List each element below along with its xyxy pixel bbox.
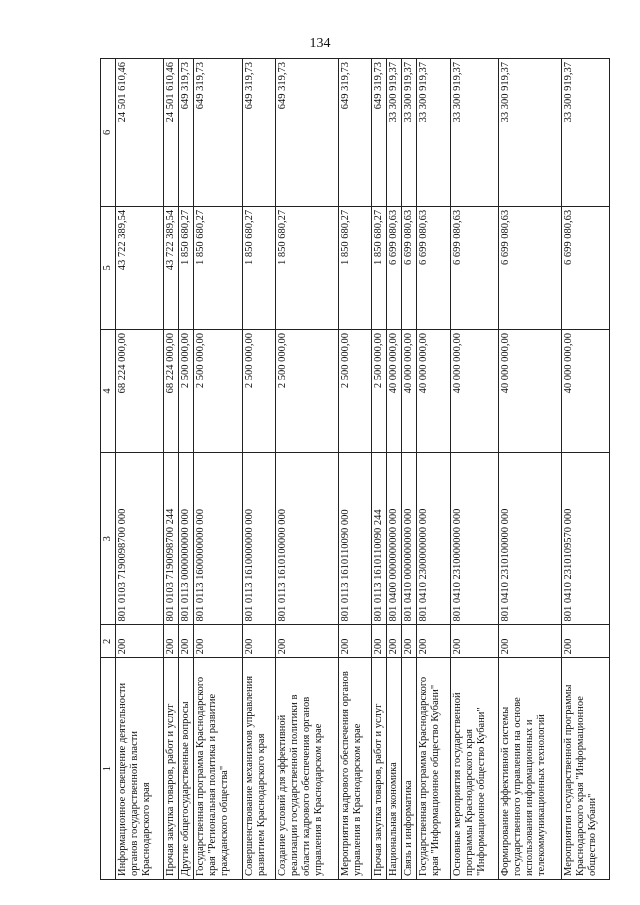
table-row: [402, 59, 417, 880]
row-executed-amount: 43 722 389,54: [164, 206, 179, 329]
row-remaining-amount: 33 300 919,37: [417, 59, 450, 207]
table-row: [561, 59, 609, 880]
table-row: [450, 59, 498, 880]
table-row: [498, 59, 561, 880]
row-executed-amount: 43 722 389,54: [116, 206, 164, 329]
row-approved-amount: 40 000 000,00: [402, 329, 417, 452]
row-admin-code: 200: [275, 625, 338, 658]
row-remaining-amount: 24 501 610,46: [164, 59, 179, 207]
row-description: Прочая закупка товаров, работ и услуг: [164, 658, 179, 880]
row-admin-code: 200: [450, 625, 498, 658]
row-approved-amount: 40 000 000,00: [498, 329, 561, 452]
row-approved-amount: 2 500 000,00: [338, 329, 371, 452]
row-budget-code: 801 0410 2310000000 000: [450, 453, 498, 625]
row-executed-amount: 6 699 080,63: [417, 206, 450, 329]
row-approved-amount: 2 500 000,00: [179, 329, 194, 452]
row-budget-code: 801 0113 1610000000 000: [242, 453, 275, 625]
table-row: [275, 59, 338, 880]
row-description: Совершенствование механизмов управления развитием Краснодарского края: [242, 658, 275, 880]
table-row: [372, 59, 387, 880]
header-row: [101, 59, 116, 880]
row-description: Государственная программа Краснодарского края "Региональная политика и развитие гражданского общества": [194, 658, 242, 880]
row-description: Национальная экономика: [387, 658, 402, 880]
table-row: [116, 59, 164, 880]
table-row: [179, 59, 194, 880]
row-remaining-amount: 33 300 919,37: [387, 59, 402, 207]
row-executed-amount: 1 850 680,27: [338, 206, 371, 329]
row-description: Связь и информатика: [402, 658, 417, 880]
table-row: [194, 59, 242, 880]
row-remaining-amount: 24 501 610,46: [116, 59, 164, 207]
row-admin-code: 200: [498, 625, 561, 658]
row-approved-amount: 2 500 000,00: [372, 329, 387, 452]
row-admin-code: 200: [402, 625, 417, 658]
row-approved-amount: 40 000 000,00: [387, 329, 402, 452]
table-row: [164, 59, 179, 880]
row-approved-amount: 2 500 000,00: [194, 329, 242, 452]
table-row: [338, 59, 371, 880]
row-budget-code: 801 0103 7190098700 244: [164, 453, 179, 625]
row-approved-amount: 68 224 000,00: [164, 329, 179, 452]
row-executed-amount: 6 699 080,63: [402, 206, 417, 329]
row-admin-code: 200: [417, 625, 450, 658]
row-admin-code: 200: [116, 625, 164, 658]
row-approved-amount: 2 500 000,00: [242, 329, 275, 452]
row-executed-amount: 1 850 680,27: [242, 206, 275, 329]
row-executed-amount: 6 699 080,63: [450, 206, 498, 329]
row-admin-code: 200: [179, 625, 194, 658]
rotated-table-container: [100, 58, 610, 880]
row-remaining-amount: 649 319,73: [194, 59, 242, 207]
row-remaining-amount: 649 319,73: [338, 59, 371, 207]
row-remaining-amount: 649 319,73: [275, 59, 338, 207]
row-approved-amount: 2 500 000,00: [275, 329, 338, 452]
row-executed-amount: 6 699 080,63: [387, 206, 402, 329]
row-executed-amount: 6 699 080,63: [561, 206, 609, 329]
row-remaining-amount: 33 300 919,37: [498, 59, 561, 207]
row-executed-amount: 1 850 680,27: [179, 206, 194, 329]
row-remaining-amount: 33 300 919,37: [450, 59, 498, 207]
table-body: [116, 59, 610, 880]
row-description: Создание условий для эффективной реализации государственной политики в области кадрового обеспечения органов управления в Краснодарском крае: [275, 658, 338, 880]
row-description: Государственная программа Краснодарского края "Информационное общество Кубани": [417, 658, 450, 880]
row-description: Информационное освещение деятельности органов государственной власти Краснодарского края: [116, 658, 164, 880]
row-admin-code: 200: [164, 625, 179, 658]
row-remaining-amount: 33 300 919,37: [561, 59, 609, 207]
row-budget-code: 801 0113 1610110090 000: [338, 453, 371, 625]
header-cell: 2: [101, 625, 116, 658]
header-cell: 3: [101, 453, 116, 625]
table-row: [417, 59, 450, 880]
row-budget-code: 801 0113 1600000000 000: [194, 453, 242, 625]
row-approved-amount: 40 000 000,00: [561, 329, 609, 452]
row-admin-code: 200: [387, 625, 402, 658]
header-cell: 6: [101, 59, 116, 207]
row-description: Мероприятия кадрового обеспечения органов управления в Краснодарском крае: [338, 658, 371, 880]
table-row: [242, 59, 275, 880]
row-remaining-amount: 649 319,73: [372, 59, 387, 207]
row-budget-code: 801 0113 1610100000 000: [275, 453, 338, 625]
header-cell: 1: [101, 658, 116, 880]
row-remaining-amount: 649 319,73: [242, 59, 275, 207]
row-approved-amount: 40 000 000,00: [450, 329, 498, 452]
row-description: Прочая закупка товаров, работ и услуг: [372, 658, 387, 880]
row-budget-code: 801 0113 0000000000 000: [179, 453, 194, 625]
row-budget-code: 801 0410 2300000000 000: [417, 453, 450, 625]
header-cell: 5: [101, 206, 116, 329]
row-admin-code: 200: [338, 625, 371, 658]
row-budget-code: 801 0113 1610110090 244: [372, 453, 387, 625]
row-description: Формирование эффективной системы государственного управления на основе использования информационных и телекоммуникационных технологий: [498, 658, 561, 880]
row-admin-code: 200: [561, 625, 609, 658]
row-approved-amount: 68 224 000,00: [116, 329, 164, 452]
row-description: Основные мероприятия государственной программы Краснодарского края "Информационное общество Кубани": [450, 658, 498, 880]
row-admin-code: 200: [372, 625, 387, 658]
row-description: Другие общегосударственные вопросы: [179, 658, 194, 880]
row-executed-amount: 1 850 680,27: [194, 206, 242, 329]
table-row: [387, 59, 402, 880]
page-number: 134: [309, 36, 331, 51]
row-description: Мероприятия государственной программы Краснодарского края "Информационное общество Кубани": [561, 658, 609, 880]
row-executed-amount: 6 699 080,63: [498, 206, 561, 329]
row-approved-amount: 40 000 000,00: [417, 329, 450, 452]
row-remaining-amount: 649 319,73: [179, 59, 194, 207]
row-admin-code: 200: [242, 625, 275, 658]
row-admin-code: 200: [194, 625, 242, 658]
row-budget-code: 801 0103 7190098700 000: [116, 453, 164, 625]
row-budget-code: 801 0410 2310100000 000: [498, 453, 561, 625]
row-executed-amount: 1 850 680,27: [275, 206, 338, 329]
row-budget-code: 801 0410 0000000000 000: [402, 453, 417, 625]
row-executed-amount: 1 850 680,27: [372, 206, 387, 329]
row-budget-code: 801 0400 0000000000 000: [387, 453, 402, 625]
budget-table: [100, 58, 610, 880]
row-remaining-amount: 33 300 919,37: [402, 59, 417, 207]
header-cell: 4: [101, 329, 116, 452]
row-budget-code: 801 0410 2310109570 000: [561, 453, 609, 625]
